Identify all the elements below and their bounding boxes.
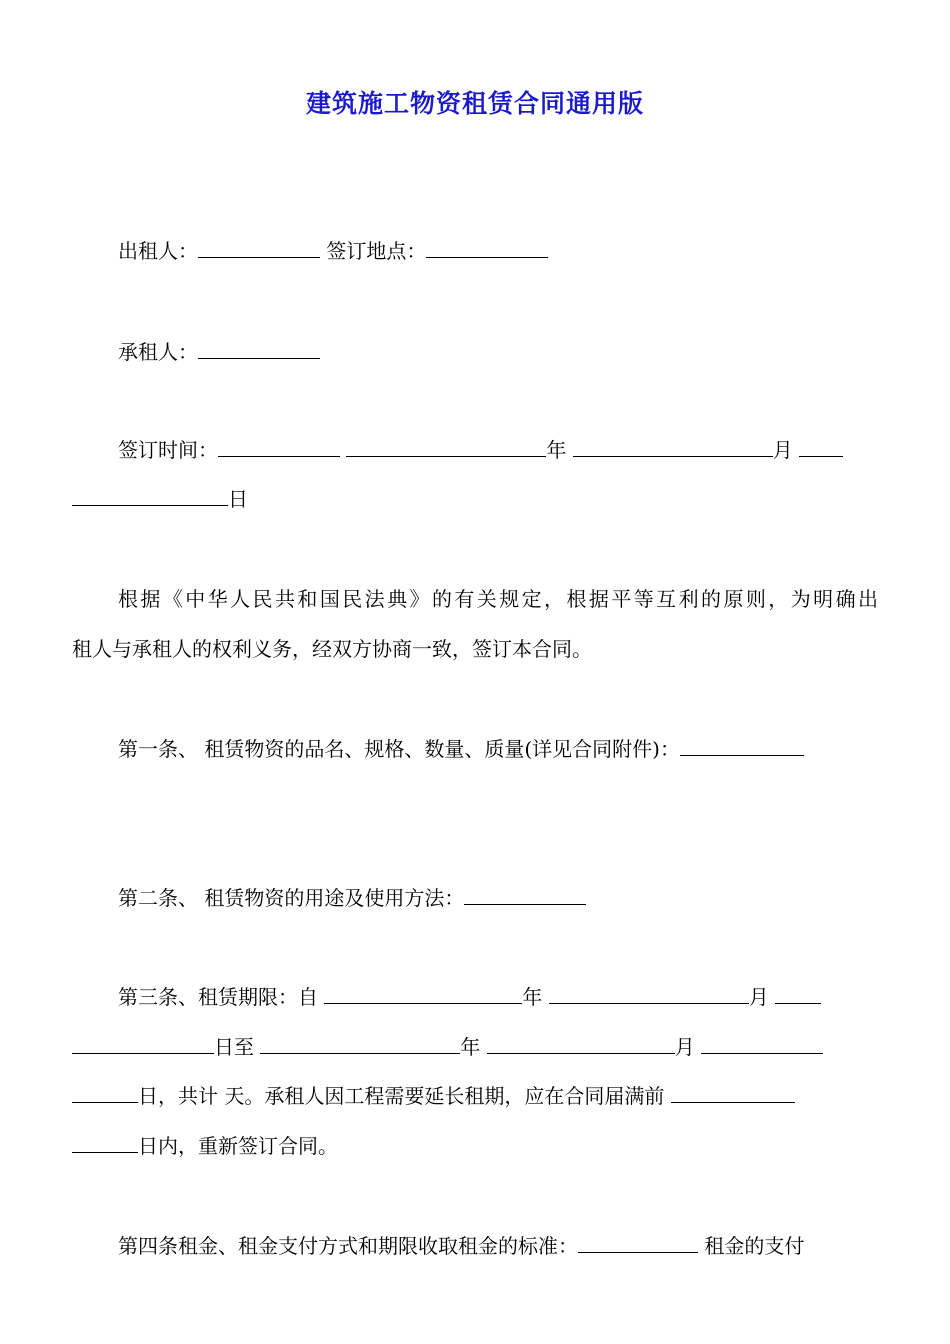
article-1-blank	[680, 737, 804, 756]
article-4-line	[118, 1233, 878, 1259]
sign-day-blank-a	[799, 438, 843, 457]
lessee-label: 承租人：	[118, 340, 198, 364]
end-day-blank-b	[72, 1084, 138, 1103]
sign-time-line-2	[72, 486, 878, 512]
total-days-text: 日，共计 天。承租人因工程需要延长租期，应在合同届满前	[138, 1084, 665, 1108]
lessor-line	[118, 238, 878, 264]
article-2-line	[118, 885, 878, 911]
end-month-label: 月	[674, 1035, 695, 1059]
article-3-line-1	[118, 984, 878, 1010]
place-blank	[426, 239, 548, 258]
sign-day-blank-b	[72, 487, 228, 506]
article-4-continuation: 租金的支付	[704, 1234, 805, 1258]
place-label: 签订地点：	[326, 239, 427, 263]
renewal-text: 日内，重新签订合同。	[138, 1134, 338, 1158]
lessor-label: 出租人：	[118, 239, 198, 263]
start-day-blank-b	[72, 1035, 214, 1054]
article-2-text: 第二条、 租赁物资的用途及使用方法：	[118, 886, 465, 910]
article-1-text: 第一条、 租赁物资的品名、规格、数量、质量(详见合同附件)：	[118, 737, 680, 761]
end-month-blank	[487, 1035, 675, 1054]
article-1-line	[118, 736, 878, 762]
article-3-line-3	[72, 1083, 878, 1109]
rent-standard-blank	[578, 1234, 698, 1253]
start-year-blank	[324, 985, 522, 1004]
sign-year-label: 年	[546, 438, 567, 462]
intro-paragraph-line-2: 租人与承租人的权利义务，经双方协商一致，签订本合同。	[72, 637, 592, 661]
article-3-text: 第三条、租赁期限：自	[118, 985, 318, 1009]
start-day-blank-a	[775, 985, 821, 1004]
sign-month-blank	[573, 438, 773, 457]
sign-day-label: 日	[228, 487, 248, 511]
sign-time-label: 签订时间：	[118, 438, 218, 462]
article-4-text: 第四条租金、租金支付方式和期限收取租金的标准：	[118, 1234, 578, 1258]
article-3-line-4	[72, 1133, 878, 1159]
sign-time-blank	[218, 438, 340, 457]
document-title: 建筑施工物资租赁合同通用版	[305, 89, 644, 118]
start-month-label: 月	[748, 985, 769, 1009]
renewal-days-blank-b	[72, 1134, 138, 1153]
day-to-label: 日至	[214, 1035, 254, 1059]
intro-paragraph-line-1: 根据《中华人民共和国民法典》的有关规定，根据平等互利的原则，为明确出	[118, 587, 878, 611]
sign-month-label: 月	[772, 438, 793, 462]
end-year-label: 年	[460, 1035, 481, 1059]
end-year-blank	[260, 1035, 460, 1054]
lessee-blank	[198, 340, 320, 359]
start-year-label: 年	[522, 985, 543, 1009]
end-day-blank-a	[701, 1035, 823, 1054]
article-2-blank	[464, 886, 586, 905]
lessee-line	[118, 339, 878, 365]
article-3-line-2	[72, 1034, 878, 1060]
sign-year-blank	[346, 438, 546, 457]
sign-time-line	[118, 437, 878, 463]
renewal-days-blank-a	[671, 1084, 795, 1103]
lessor-blank	[198, 239, 320, 258]
start-month-blank	[549, 985, 749, 1004]
